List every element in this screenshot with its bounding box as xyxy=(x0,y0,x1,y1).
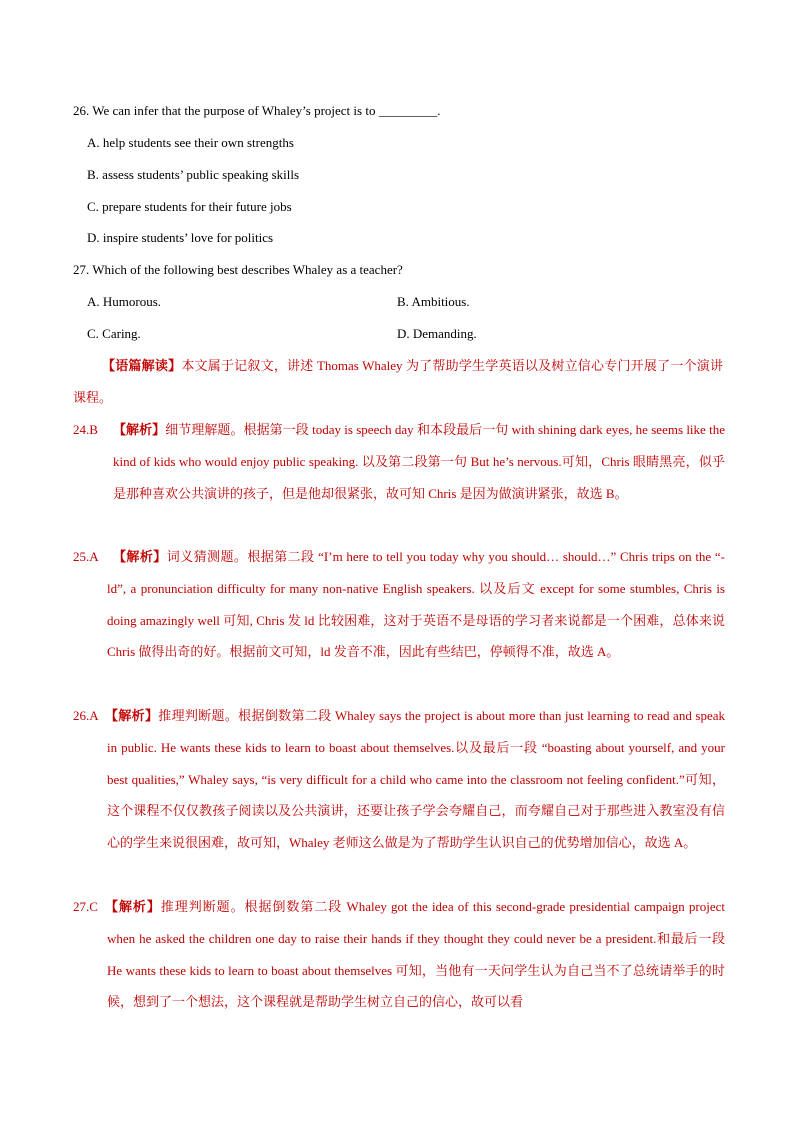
answer-27-text: 推理判断题。根据倒数第二段 Whaley got the idea of this second-grade presidential campaign project when he asked the children one day to raise their hands if they thought they could never be a president.和最后一段 He wants these kids to learn to boast about themselves 可知，当他有一天问学生认为自己当不了总统请举手的时候，想到了一个想法，这个课程就是帮助学生树立自己的信心，故可以看 xyxy=(107,899,725,1010)
passage-analysis-tag: 【语篇解读】 xyxy=(102,358,182,373)
answer-25-explanation xyxy=(107,541,725,668)
answer-26-tag: 【解析】 xyxy=(105,708,159,723)
answer-24-number: 24.B xyxy=(73,422,98,437)
question-27-option-b: B. Ambitious. xyxy=(397,294,470,309)
passage-analysis xyxy=(73,350,723,414)
question-27-option-d: D. Demanding. xyxy=(397,326,477,341)
question-26-stem: 26. We can infer that the purpose of Whaley’s project is to _________. xyxy=(73,103,441,118)
answer-27-explanation xyxy=(107,891,725,1018)
answer-24-text: 细节理解题。根据第一段 today is speech day 和本段最后一句 with shining dark eyes, he seems like the kind of kids who would enjoy public speaking. 以及第二段第一句 But he’s nervous.可知，Chris 眼睛黑亮，似乎是那种喜欢公共演讲的孩子，但是他却很紧张，故可知 Chris 是因为做演讲紧张，故选 B。 xyxy=(113,422,725,501)
answer-25-tag: 【解析】 xyxy=(113,549,167,564)
question-26-option-b: B. assess students’ public speaking skills xyxy=(87,167,300,182)
answer-24-tag: 【解析】 xyxy=(113,422,166,437)
question-26-option-c: C. prepare students for their future jobs xyxy=(87,199,292,214)
question-26-option-d: D. inspire students’ love for politics xyxy=(87,230,274,245)
question-27-option-a: A. Humorous. xyxy=(87,294,162,309)
answer-26-explanation xyxy=(107,700,725,859)
passage-analysis-text: 本文属于记叙文，讲述 Thomas Whaley 为了帮助学生学英语以及树立信心专门开展了一个演讲课程。 xyxy=(73,358,723,405)
answer-27-number: 27.C xyxy=(73,899,98,914)
question-27-stem: 27. Which of the following best describes Whaley as a teacher? xyxy=(73,262,403,277)
answer-26-number: 26.A xyxy=(73,708,99,723)
answer-25-text: 词义猜测题。根据第二段 “I’m here to tell you today why you should… should…” Chris trips on the “-ld”, a pronunciation difficulty for many non-native English speakers. 以及后文 except for some stumbles, Chris is doing amazingly well 可知, Chris 发 ld 比较困难，这对于英语不是母语的学习者来说都是一个困难，总体来说 Chris 做得出奇的好。根据前文可知，ld 发音不准，因此有些结巴，停顿得不准，故选 A。 xyxy=(107,549,725,660)
answer-25-number: 25.A xyxy=(73,549,99,564)
answer-24-explanation xyxy=(113,414,725,509)
answer-27-tag: 【解析】 xyxy=(105,899,161,914)
answer-26-text: 推理判断题。根据倒数第二段 Whaley says the project is about more than just learning to read and speak in public. He wants these kids to learn to boast about themselves.以及最后一段 “boasting about yourself, and your best qualities,” Whaley says, “is very difficult for a child who came into the classroom not feeling confident.”可知，这个课程不仅仅教孩子阅读以及公共演讲，还要让孩子学会夸耀自己，而夸耀自己对于那些进入教室没有信心的学生来说很困难，故可知，Whaley 老师这么做是为了帮助学生认识自己的优势增加信心，故选 A。 xyxy=(107,708,725,851)
question-26-option-a: A. help students see their own strengths xyxy=(87,135,294,150)
question-27-option-c: C. Caring. xyxy=(87,326,141,341)
